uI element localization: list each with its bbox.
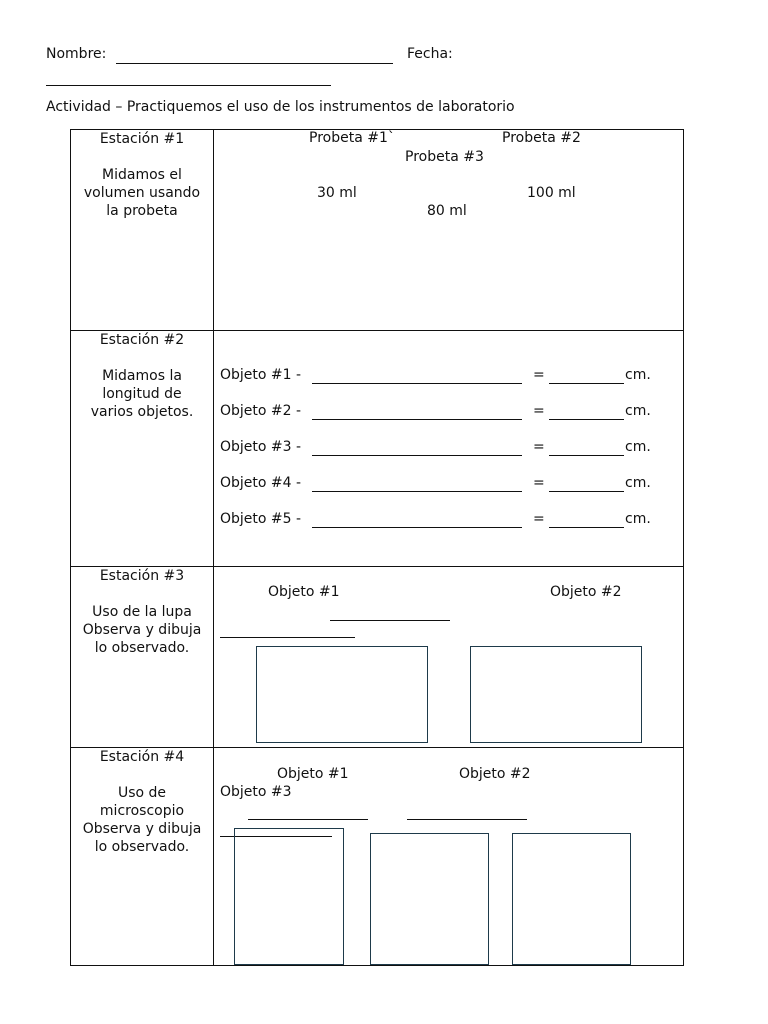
micro-object-3-label: Objeto #3	[220, 784, 292, 800]
length-blank[interactable]	[549, 527, 624, 528]
lupa-object-1-label: Objeto #1	[268, 584, 340, 600]
station-3-label	[71, 567, 213, 657]
volume-100: 100 ml	[527, 185, 576, 201]
length-blank[interactable]	[549, 383, 624, 384]
station-2-line: longitud de	[102, 386, 182, 402]
station-4-title: Estación #4	[99, 749, 185, 765]
object-label: Objeto #5 -	[220, 511, 302, 527]
equals-sign: =	[533, 403, 545, 419]
unit-label: cm.	[625, 475, 651, 491]
object-label: Objeto #3 -	[220, 439, 302, 455]
station-2-line: varios objetos.	[90, 404, 194, 420]
lupa-drawing-box-2[interactable]	[470, 646, 642, 743]
object-name-blank[interactable]	[312, 491, 522, 492]
length-blank[interactable]	[549, 455, 624, 456]
equals-sign: =	[533, 475, 545, 491]
micro-drawing-box-1[interactable]	[234, 828, 344, 965]
equals-sign: =	[533, 439, 545, 455]
volume-30: 30 ml	[317, 185, 357, 201]
table-bottom-border	[70, 965, 684, 966]
station-2-label	[71, 331, 213, 421]
station-4-line: Uso de	[117, 785, 167, 801]
station-3-title: Estación #3	[99, 568, 185, 584]
micro-object-1-label: Objeto #1	[277, 766, 349, 782]
station-4-line: Observa y dibuja	[82, 821, 202, 837]
probeta-3-label: Probeta #3	[405, 149, 484, 165]
table-right-border	[683, 129, 684, 965]
station-2-title: Estación #2	[99, 332, 185, 348]
station-1-line: volumen usando	[83, 185, 201, 201]
object-name-blank[interactable]	[312, 419, 522, 420]
name-blank[interactable]	[116, 63, 393, 64]
lupa-object-2-blank[interactable]	[220, 637, 355, 638]
probeta-1-label: Probeta #1`	[309, 130, 395, 146]
station-4-line: lo observado.	[94, 839, 190, 855]
date-blank[interactable]	[46, 85, 331, 86]
object-name-blank[interactable]	[312, 455, 522, 456]
micro-object-2-label: Objeto #2	[459, 766, 531, 782]
micro-drawing-box-3[interactable]	[512, 833, 631, 965]
station-1-label	[71, 130, 213, 220]
equals-sign: =	[533, 511, 545, 527]
station-1-line: Midamos el	[102, 167, 182, 183]
column-divider	[213, 129, 214, 965]
object-label: Objeto #2 -	[220, 403, 302, 419]
unit-label: cm.	[625, 511, 651, 527]
station-3-line: lo observado.	[94, 640, 190, 656]
equals-sign: =	[533, 367, 545, 383]
unit-label: cm.	[625, 403, 651, 419]
activity-title: Actividad – Practiquemos el uso de los instrumentos de laboratorio	[46, 99, 515, 115]
station-4-line: microscopio	[99, 803, 185, 819]
micro-object-2-blank[interactable]	[407, 819, 527, 820]
station-1-title: Estación #1	[99, 131, 185, 147]
unit-label: cm.	[625, 367, 651, 383]
station-4-label	[71, 748, 213, 856]
object-label: Objeto #4 -	[220, 475, 302, 491]
name-label: Nombre:	[46, 46, 107, 62]
volume-80: 80 ml	[427, 203, 467, 219]
length-blank[interactable]	[549, 491, 624, 492]
micro-object-1-blank[interactable]	[248, 819, 368, 820]
station-1-line: la probeta	[106, 203, 178, 219]
date-label: Fecha:	[407, 46, 453, 62]
length-blank[interactable]	[549, 419, 624, 420]
object-name-blank[interactable]	[312, 527, 522, 528]
station-3-line: Observa y dibuja	[82, 622, 202, 638]
object-label: Objeto #1 -	[220, 367, 302, 383]
object-name-blank[interactable]	[312, 383, 522, 384]
unit-label: cm.	[625, 439, 651, 455]
lupa-object-2-label: Objeto #2	[550, 584, 622, 600]
micro-drawing-box-2[interactable]	[370, 833, 489, 965]
station-3-line: Uso de la lupa	[92, 604, 192, 620]
lupa-object-1-blank[interactable]	[330, 620, 450, 621]
lupa-drawing-box-1[interactable]	[256, 646, 428, 743]
probeta-2-label: Probeta #2	[502, 130, 581, 146]
station-2-line: Midamos la	[102, 368, 182, 384]
